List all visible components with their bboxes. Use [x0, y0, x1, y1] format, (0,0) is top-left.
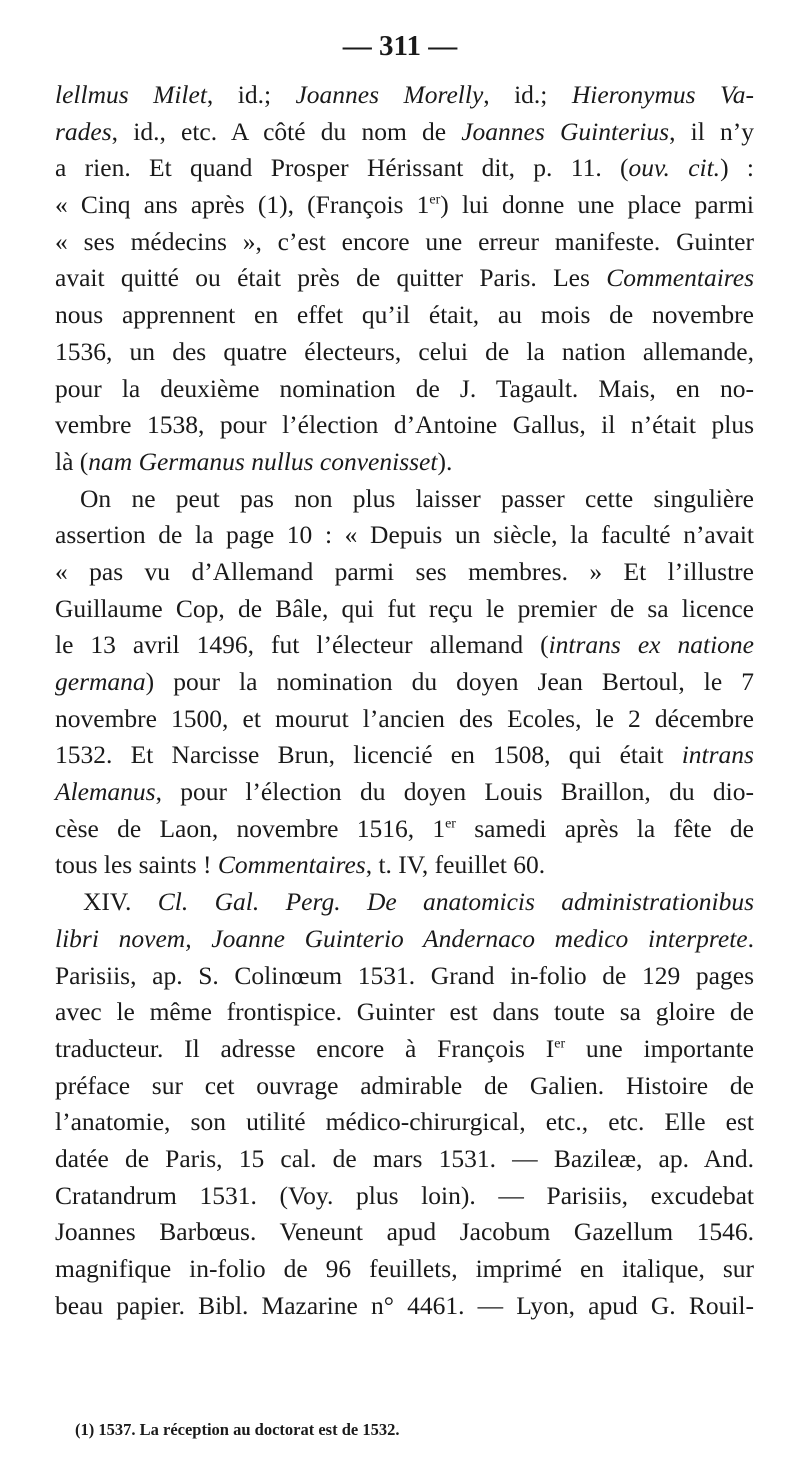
text-line [55, 444, 754, 481]
text-line [55, 737, 754, 774]
italic-text: germana [55, 667, 146, 696]
text-segment: « Cinq ans après (1), (François 1 [55, 190, 430, 220]
italic-text: Commentaires [217, 850, 366, 880]
text-segment: traducteur. Il adresse encore à François I [55, 1033, 555, 1063]
text-segment: ) : [720, 153, 754, 183]
text-segment: là ( [55, 446, 89, 476]
text-segment: magnifique in-folio de 96 feuillets, imprimé en italique, sur [55, 1254, 754, 1283]
text-segment: avec le même frontispice. Guinter est dans toute sa gloire de [55, 997, 754, 1027]
text-segment: On ne peut pas non plus laisser passer cette singulière [80, 483, 754, 513]
text-line [55, 150, 754, 187]
text-segment: samedi après la fête de [455, 813, 754, 843]
text-line [55, 1141, 754, 1178]
text-segment: tous les saints ! [55, 850, 218, 880]
text-line [55, 224, 754, 261]
text-segment: avait quitté ou était près de quitter Paris. Les [55, 263, 607, 293]
text-segment: cèse de Laon, novembre 1516, 1 [55, 813, 446, 843]
text-segment: , id.; [206, 80, 296, 109]
italic-text: Cl. Gal. Perg. De anatomicis administrationibus [157, 887, 754, 917]
italic-text: intrans ex natione [548, 630, 754, 660]
text-segment: Parisiis, ap. S. Colinœum 1531. Grand in-folio de 129 pages [55, 960, 754, 990]
text-line [55, 481, 754, 518]
text-line [55, 811, 754, 848]
italic-text: rades [55, 116, 112, 146]
text-line [55, 958, 754, 995]
text-segment: vembre 1538, pour l’élection d’Antoine Gallus, il n’était plus [55, 410, 754, 440]
text-line [55, 1104, 754, 1141]
text-line [55, 1068, 754, 1105]
text-line [55, 664, 754, 701]
text-segment: Guillaume Cop, de Bâle, qui fut reçu le premier de sa licence [55, 593, 754, 623]
text-line [55, 297, 754, 334]
text-line [55, 774, 754, 811]
text-segment: préface sur cet ouvrage admirable de Galien. Histoire de [55, 1070, 754, 1100]
text-line [55, 187, 754, 224]
text-segment: pour la deuxième nomination de J. Tagault. Mais, en no- [55, 373, 754, 403]
text-line [55, 591, 754, 628]
text-segment: ). [437, 446, 453, 476]
italic-text: Hieronymus Va- [571, 80, 754, 109]
text-segment: une importante [565, 1033, 754, 1063]
text-segment: « pas vu d’Allemand parmi ses membres. » Et l’illustre [55, 556, 754, 586]
text-segment: , t. IV, feuillet 60. [365, 850, 546, 880]
italic-text: libri novem, Joanne Guinterio Andernaco medico interprete [55, 923, 748, 953]
text-segment: « ses médecins », c’est encore une erreur manifeste. Guinter [55, 226, 754, 256]
text-line [55, 1031, 754, 1068]
text-line [55, 847, 754, 884]
text-line [55, 114, 754, 151]
text-segment: Cratandrum 1531. (Voy. plus loin). — Parisiis, excudebat [55, 1180, 754, 1210]
text-segment: Joannes Barbœus. Veneunt apud Jacobum Gazellum 1546. [55, 1217, 754, 1247]
italic-text: Joannes Guinterius [461, 116, 670, 146]
text-segment: datée de Paris, 15 cal. de mars 1531. — Bazileæ, ap. And. [55, 1143, 754, 1173]
italic-text: nam Germanus nullus convenisset [88, 446, 438, 476]
text-segment: 1532. Et Narcisse Brun, licencié en 1508, qui était [55, 740, 682, 770]
text-line [55, 1251, 754, 1288]
text-segment: ) pour la nomination du doyen Jean Bertoul, le 7 [145, 667, 754, 696]
text-segment: nous apprennent en effet qu’il était, au mois de novembre [55, 300, 754, 330]
text-segment: XIV. [83, 887, 158, 917]
text-segment: 1536, un des quatre électeurs, celui de la nation allemande, [55, 336, 754, 366]
footnote: (1) 1537. La réception au doctorat est de 1532. [75, 1420, 400, 1439]
text-segment: , il n’y [669, 116, 754, 146]
text-segment: l’anatomie, son utilité médico-chirurgical, etc., etc. Elle est [55, 1107, 754, 1137]
text-line [55, 371, 754, 408]
superscript: er [554, 1036, 566, 1052]
text-segment: novembre 1500, et mourut l’ancien des Ecoles, le 2 décembre [55, 703, 754, 733]
text-line [55, 1288, 754, 1325]
body-text [55, 77, 754, 1324]
superscript: er [445, 816, 456, 832]
italic-text: ouv. cit. [628, 153, 721, 183]
text-segment: , pour l’élection du doyen Louis Braillon, du dio- [155, 777, 754, 807]
text-line [55, 260, 754, 297]
text-segment: . [747, 923, 754, 953]
italic-text: lellmus Milet [55, 80, 207, 109]
text-segment: beau papier. Bibl. Mazarine n° 4461. — Lyon, apud G. Rouil- [55, 1290, 754, 1320]
text-line [55, 77, 754, 114]
text-line [55, 701, 754, 738]
text-segment: a rien. Et quand Prosper Hérissant dit, p. 11. ( [55, 153, 629, 183]
text-line [55, 334, 754, 371]
italic-text: Joannes Morelly [295, 80, 484, 109]
text-line [55, 407, 754, 444]
text-line [55, 627, 754, 664]
text-segment: , id.; [483, 80, 572, 109]
text-line [55, 884, 754, 921]
italic-text: intrans [681, 740, 754, 770]
text-segment: assertion de la page 10 : « Depuis un siècle, la faculté n’avait [55, 520, 754, 550]
text-segment: le 13 avril 1496, fut l’électeur allemand ( [55, 630, 549, 660]
page-number: — 311 — [342, 30, 458, 62]
text-line [55, 1178, 754, 1215]
text-line [55, 554, 754, 591]
text-line [55, 1214, 754, 1251]
text-line [55, 994, 754, 1031]
italic-text: Alemanus [55, 777, 156, 807]
text-segment: , id., etc. A côté du nom de [111, 116, 462, 146]
text-line [55, 517, 754, 554]
text-line [55, 921, 754, 958]
superscript: er [429, 192, 441, 208]
italic-text: Commentaires [606, 263, 754, 293]
text-segment: ) lui donne une place parmi [440, 190, 754, 220]
